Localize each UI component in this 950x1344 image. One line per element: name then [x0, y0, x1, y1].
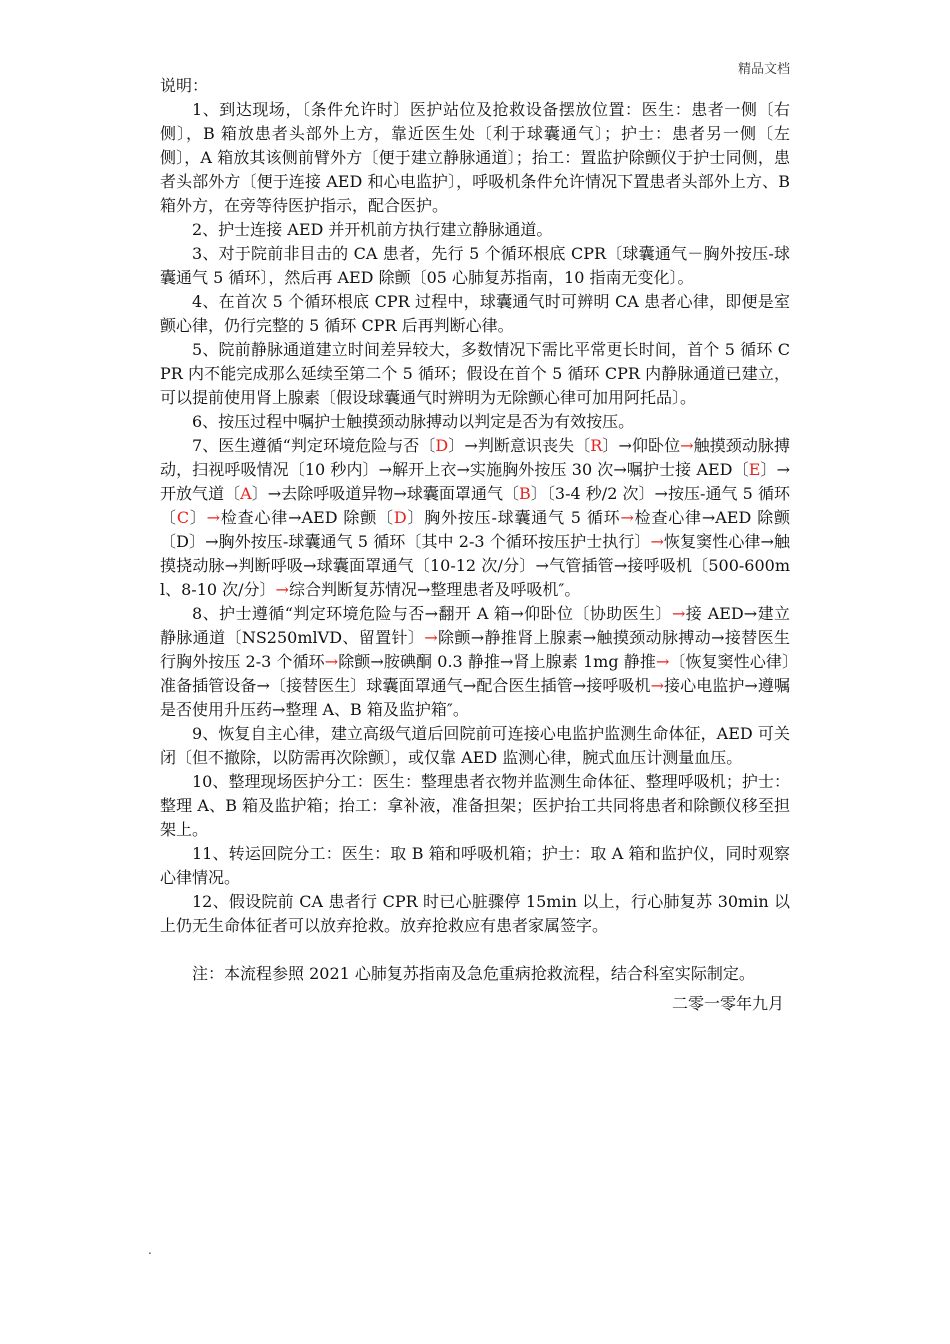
paragraph-7-doctor-flow — [160, 434, 790, 602]
paragraph-3: 3、对于院前非目击的 CA 患者，先行 5 个循环根底 CPR〔球囊通气－胸外按压-球囊通气 5 循环〕，然后再 AED 除颤〔05 心肺复苏指南，10 指南无变化〕。 — [160, 244, 790, 287]
red-arrow-icon: → — [655, 652, 670, 671]
text-run: 〔恢复窦性心律〕准备插管设备→〔接替医生〕球囊面罩通气→配合医生插管→接呼吸机 — [160, 652, 790, 695]
paragraph-8-nurse-flow — [160, 602, 790, 722]
text-run: 检查心律→AED 除颤〔 — [220, 508, 394, 527]
text-run: 〕→判断意识丧失〔 — [448, 436, 591, 455]
text-run: 〕→仰卧位 — [602, 436, 681, 455]
document-date: 二零一零年九月 — [671, 994, 784, 1013]
step-letter-r: R — [590, 436, 603, 455]
section-title: 说明： — [160, 76, 209, 95]
text-run: 接 AED→建立静脉通道〔NS250mlVD、留置针〕 — [160, 604, 790, 647]
red-arrow-icon: → — [671, 604, 686, 623]
text-run: 〕 — [189, 508, 207, 527]
document-body — [160, 74, 790, 1016]
paragraph-9: 9、恢复自主心律，建立高级气道后回院前可连接心电监护监测生命体征，AED 可关闭〔但不撤除，以防需再次除颤〕，或仅靠 AED 监测心律，腕式血压计测量血压。 — [160, 724, 790, 767]
step-letter-d: D — [393, 508, 407, 527]
text-run: 恢复窦性心律→触摸挠动脉→判断呼吸→球囊面罩通气〔10-12 次/分〕→气管插管→接呼吸机〔500-600ml、8-10 次/分〕 — [160, 532, 790, 599]
text-run: 8、护士遵循“判定环境危险与否→翻开 A 箱→仰卧位〔协助医生〕 — [192, 604, 672, 623]
red-arrow-icon: → — [650, 676, 664, 695]
text-run: 〕〔3-4 秒/2 次〕→按压-通气 5 循环〔 — [160, 484, 790, 527]
red-arrow-icon: → — [324, 652, 339, 671]
step-letter-c: C — [176, 508, 190, 527]
red-arrow-icon: → — [206, 508, 221, 527]
red-arrow-icon: → — [680, 436, 694, 455]
paragraph-4: 4、在首次 5 个循环根底 CPR 过程中，球囊通气时可辨明 CA 患者心律，即便是室颤心律，仍行完整的 5 循环 CPR 后再判断心律。 — [160, 292, 790, 335]
step-letter-a: A — [240, 484, 252, 503]
paragraph-5: 5、院前静脉通道建立时间差异较大，多数情况下需比平常更长时间，首个 5 循环 CPR 内不能完成那么延续至第二个 5 循环；假设在首个 5 循环 CPR 内静脉通道已建立，可以提前使用肾上腺素〔假设球囊通气时辨明为无除颤心律可加用阿托品〕。 — [160, 340, 790, 407]
header-watermark-text: 精品文档 — [737, 62, 790, 77]
text-run: 〕→开放气道〔 — [160, 460, 790, 503]
step-letter-e: E — [748, 460, 761, 479]
red-arrow-icon: → — [424, 628, 438, 647]
text-run: 〕→去除呼吸道异物→球囊面罩通气〔 — [251, 484, 520, 503]
red-arrow-icon: → — [620, 508, 634, 527]
step-letter-b: B — [519, 484, 531, 503]
paragraph-2: 2、护士连接 AED 并开机前方执行建立静脉通道。 — [192, 220, 553, 239]
paragraph-1: 1、到达现场，〔条件允许时〕医护站位及抢救设备摆放位置：医生：患者一侧〔右侧〕，B 箱放患者头部外上方，靠近医生处〔利于球囊通气〕；护士：患者另一侧〔左侧〕，A 箱放其该侧前臂外方〔便于建立静脉通道〕；抬工：置监护除颤仪于护士同侧，患者头部外方〔便于连接 AED 和心电监护〕，呼吸机条件允许情况下置患者头部外上方、B 箱外方，在旁等待医护指示，配合医护。 — [160, 100, 790, 215]
text-run: 7、医生遵循“判定环境危险与否〔 — [192, 436, 436, 455]
footnote: 注：本流程参照 2021 心肺复苏指南及急危重病抢救流程，结合科室实际制定。 — [192, 964, 755, 983]
text-run: 检查心律→AED 除颤〔D〕→胸外按压-球囊通气 5 循环〔其中 2-3 个循环按压护士执行〕 — [160, 508, 790, 551]
paragraph-12: 12、假设院前 CA 患者行 CPR 时已心脏骤停 15min 以上，行心肺复苏 30min 以上仍无生命体征者可以放弃抢救。放弃抢救应有患者家属签字。 — [160, 892, 790, 935]
paragraph-6: 6、按压过程中嘱护士触摸颈动脉搏动以判定是否为有效按压。 — [192, 412, 635, 431]
red-arrow-icon: → — [650, 532, 664, 551]
text-run: 除颤→胺碘酮 0.3 静推→肾上腺素 1mg 静推 — [338, 652, 656, 671]
text-run: 接心电监护→遵嘱是否使用升压药→整理 A、B 箱及监护箱″。 — [160, 676, 790, 719]
paragraph-11: 11、转运回院分工：医生：取 B 箱和呼吸机箱；护士：取 A 箱和监护仪，同时观察心律情况。 — [160, 844, 790, 887]
text-run: 〕胸外按压-球囊通气 5 循环 — [406, 508, 621, 527]
step-letter-d: D — [435, 436, 449, 455]
text-run: 触摸颈动脉搏动，扫视呼吸情况〔10 秒内〕→解开上衣→实施胸外按压 30 次→嘱护士接 AED〔 — [160, 436, 790, 479]
paragraph-10: 10、整理现场医护分工：医生：整理患者衣物并监测生命体征、整理呼吸机；护士：整理 A、B 箱及监护箱；抬工：拿补液，准备担架；医护抬工共同将患者和除颤仪移至担架上。 — [160, 772, 790, 839]
text-run: 综合判断复苏情况→整理患者及呼吸机″。 — [288, 580, 581, 599]
footer-dot: . — [148, 1243, 152, 1257]
red-arrow-icon: → — [275, 580, 289, 599]
text-run: 除颤→静推肾上腺素→触摸颈动脉搏动→接替医生行胸外按压 2-3 个循环 — [160, 628, 790, 671]
